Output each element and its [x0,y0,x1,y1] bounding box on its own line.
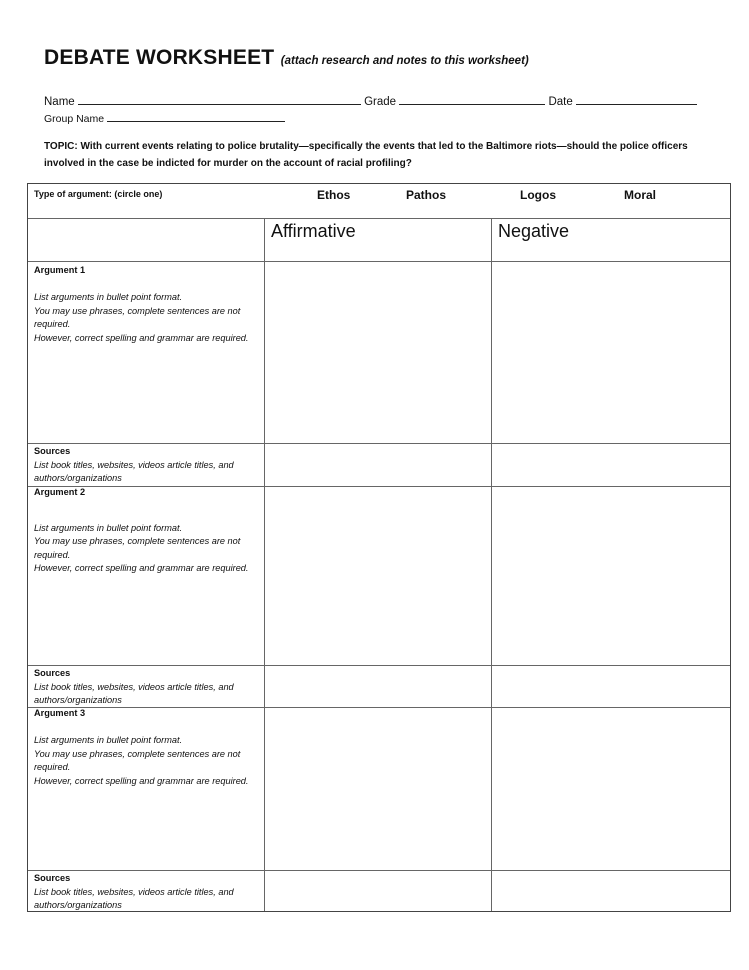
argument-1-sources-cell [34,445,259,486]
argument-3-affirmative-cell[interactable] [265,708,491,870]
argument-3-instruction: List arguments in bullet point format. [34,735,183,745]
date-label: Date [548,96,573,108]
type-pathos[interactable]: Pathos [406,188,447,202]
argument-2-label: Argument 2 [34,487,86,497]
argument-3-negative-cell[interactable] [492,708,730,870]
argument-1-instruction: List arguments in bullet point format. [34,292,183,302]
worksheet-subtitle: (attach research and notes to this worksheet) [280,55,529,67]
name-field[interactable] [78,92,361,105]
argument-1-label: Argument 1 [34,265,86,275]
type-moral[interactable]: Moral [624,188,657,202]
argument-1-instruction: You may use phrases, complete sentences are not required. [34,305,241,329]
sources-label: Sources [34,668,71,678]
argument-3-sources-cell [34,872,259,913]
argument-3-label: Argument 3 [34,708,86,718]
sources-instruction: List book titles, websites, videos article titles, and authors/organizations [34,459,234,483]
negative-header: Negative [498,221,570,241]
argument-3-affirmative-sources-cell[interactable] [265,871,491,911]
argument-2-affirmative-cell[interactable] [265,487,491,665]
argument-2-negative-sources-cell[interactable] [492,666,730,707]
sources-instruction: List book titles, websites, videos article titles, and authors/organizations [34,886,234,910]
affirmative-header: Affirmative [271,221,356,241]
type-ethos[interactable]: Ethos [317,188,351,202]
argument-3-negative-sources-cell[interactable] [492,871,730,911]
argument-2-sources-cell [34,667,259,708]
name-label: Name [44,96,75,108]
sources-instruction: List book titles, websites, videos article titles, and authors/organizations [34,681,234,705]
argument-1-label-cell [34,264,259,345]
argument-1-negative-cell[interactable] [492,262,730,443]
argument-2-instruction: You may use phrases, complete sentences are not required. [34,536,241,560]
argument-3-instruction: However, correct spelling and grammar are required. [34,775,249,786]
sources-label: Sources [34,873,71,883]
argument-2-label-cell [34,486,259,576]
name-row [44,92,697,108]
argument-3-instruction: You may use phrases, complete sentences are not required. [34,748,241,772]
group-name-field[interactable] [107,111,285,122]
argument-1-instruction: However, correct spelling and grammar are required. [34,332,249,343]
argument-1-affirmative-sources-cell[interactable] [265,444,491,486]
type-of-argument-label: Type of argument: (circle one) [34,189,163,199]
page-title [44,46,529,70]
row-divider [28,218,730,219]
argument-1-negative-sources-cell[interactable] [492,444,730,486]
topic-text: TOPIC: With current events relating to police brutality—specifically the events that led to the Baltimore riots—should the police officers involved in the case be indicted for murder on the account of racial profiling? [44,141,688,169]
grade-field[interactable] [399,92,545,105]
date-field[interactable] [576,92,697,105]
argument-2-instruction: List arguments in bullet point format. [34,522,183,533]
group-name-label: Group Name [44,113,105,125]
type-logos[interactable]: Logos [520,188,556,202]
argument-3-label-cell [34,707,259,788]
worksheet-title: DEBATE WORKSHEET [44,46,275,69]
grade-label: Grade [364,96,397,108]
argument-2-instruction: However, correct spelling and grammar are required. [34,563,249,573]
argument-2-negative-cell[interactable] [492,487,730,665]
argument-2-affirmative-sources-cell[interactable] [265,666,491,707]
argument-1-affirmative-cell[interactable] [265,262,491,443]
argument-table [27,183,731,912]
sources-label: Sources [34,446,71,456]
group-row [44,111,285,125]
